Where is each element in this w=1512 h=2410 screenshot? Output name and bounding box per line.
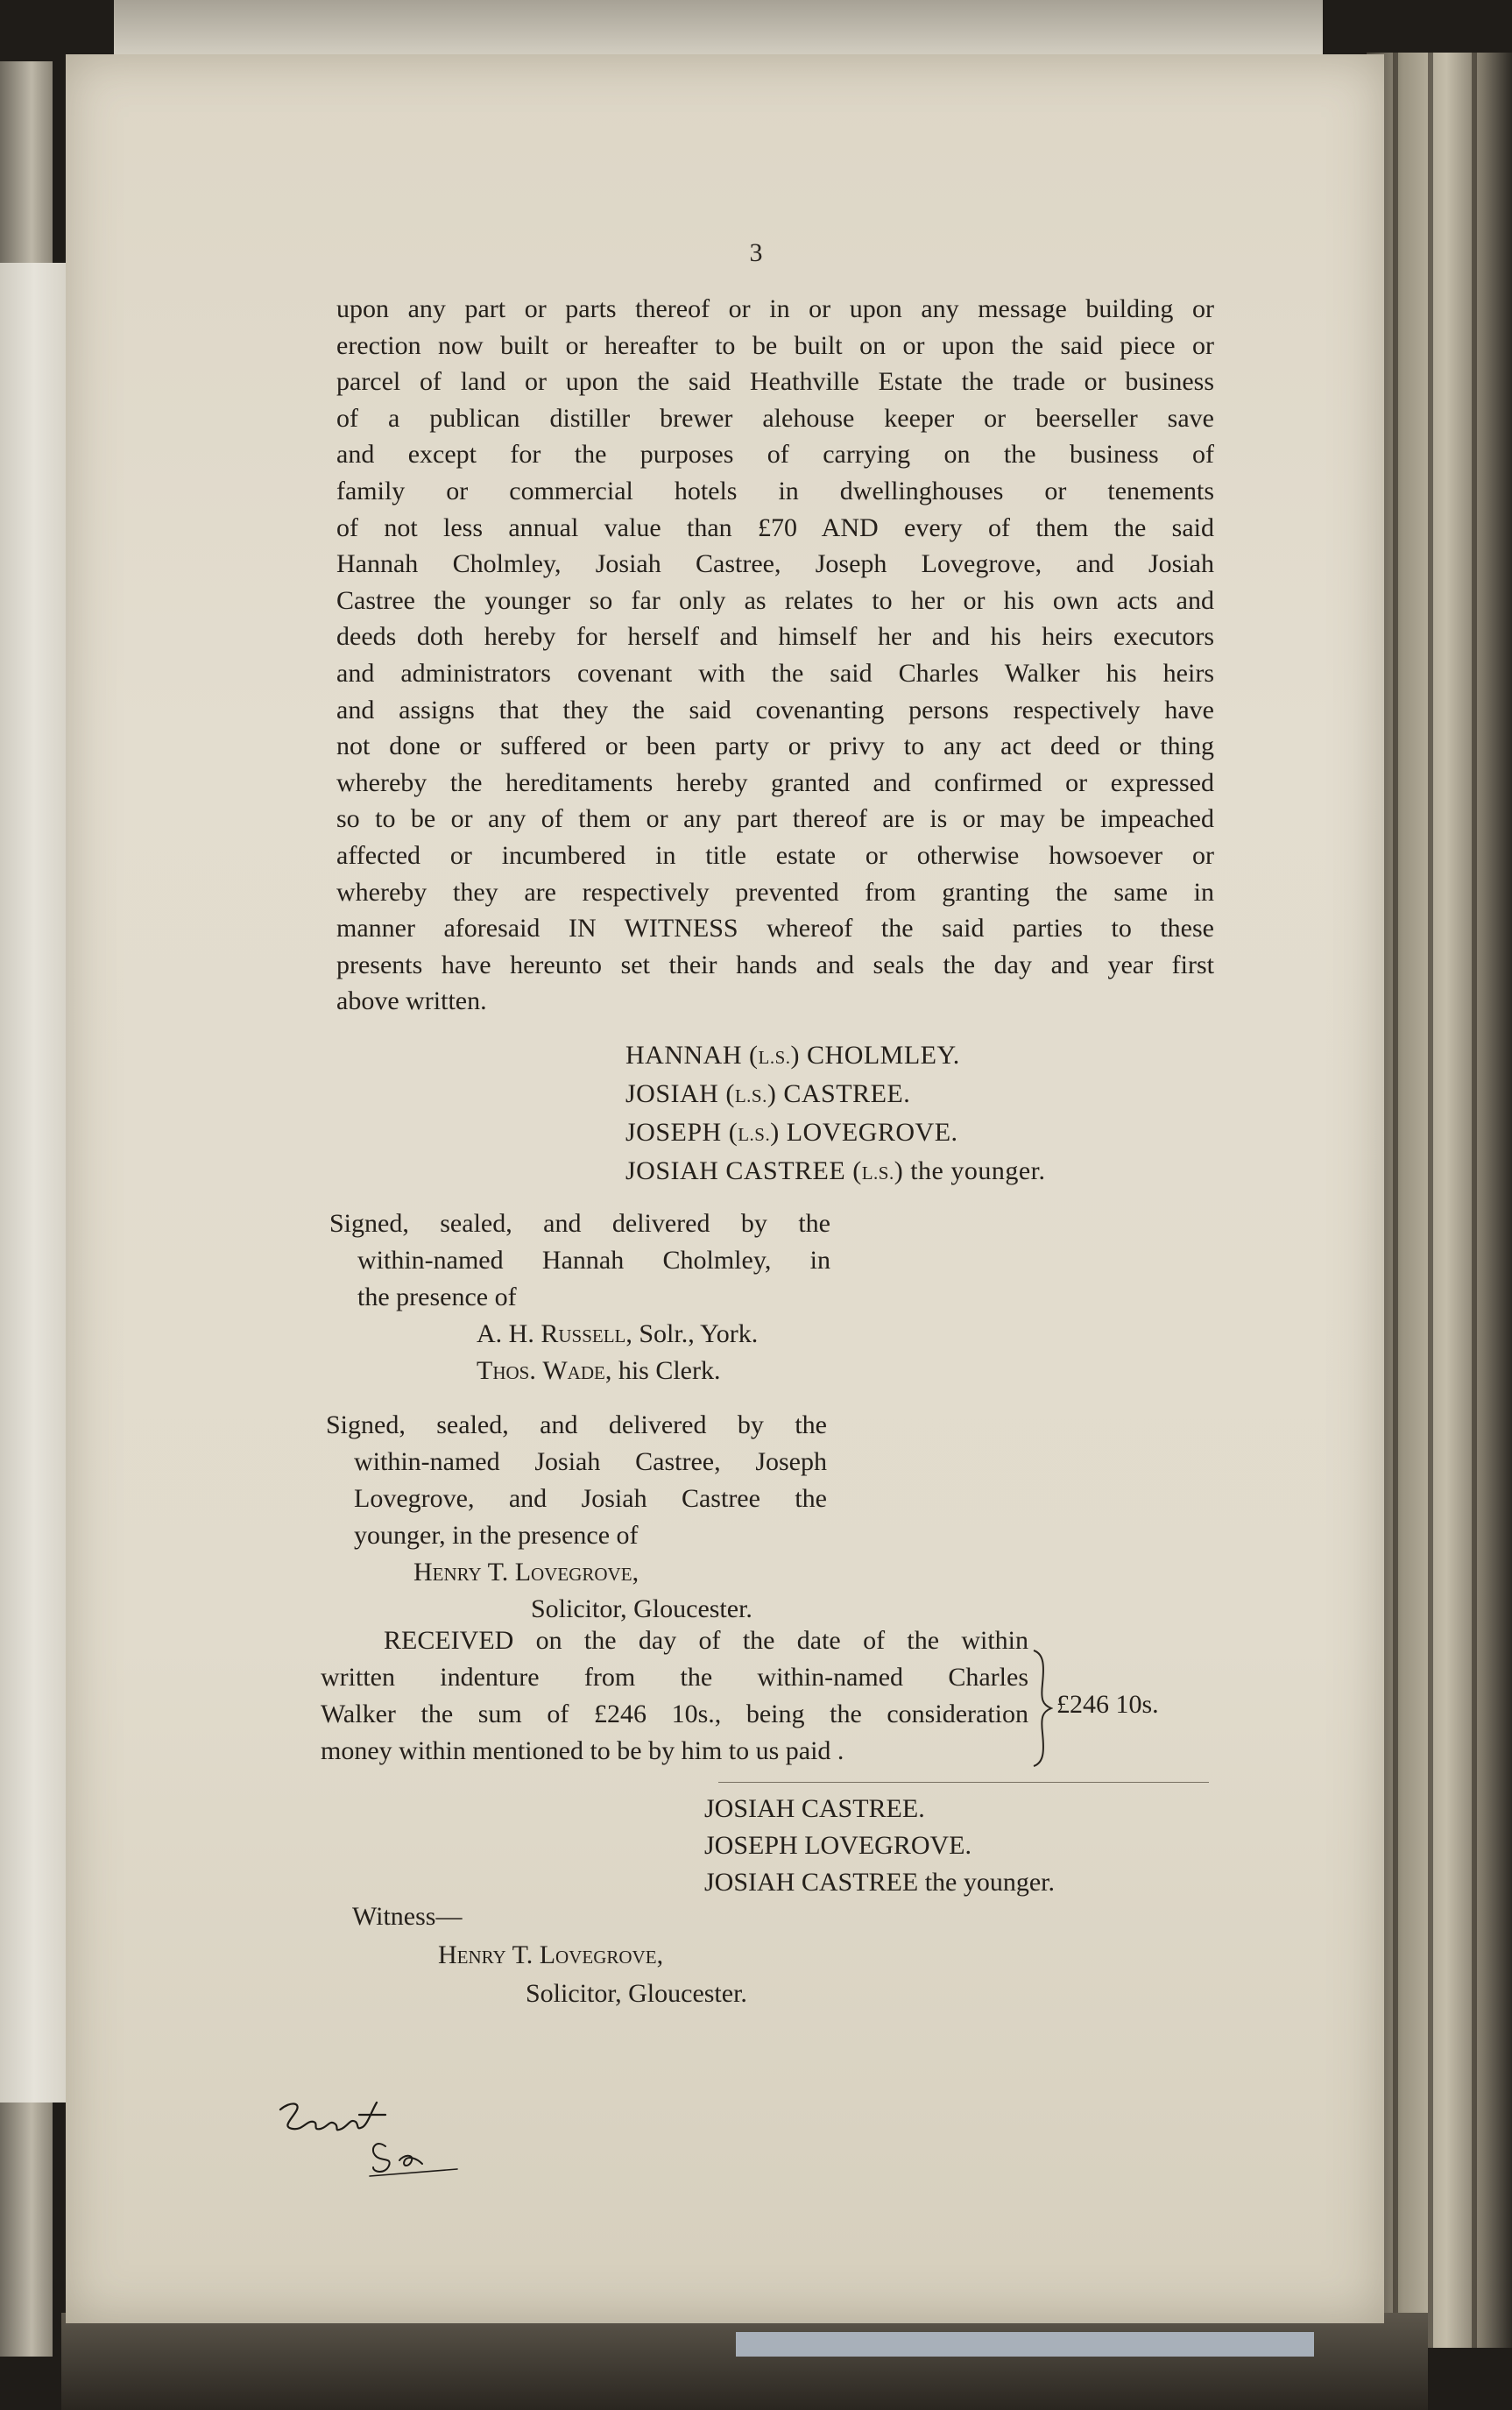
attestation-cholmley: Signed, sealed, and delivered by the within-named Hannah Cholmley, in the presence of A. H. Russell, Solr., York. Thos. Wade, his Clerk. bbox=[329, 1205, 830, 1389]
witness-russell: A. H. Russell, Solr., York. bbox=[477, 1319, 759, 1348]
body-line: upon any part or parts thereof or in or upon any message building or bbox=[336, 294, 1214, 323]
receipt-signatory: JOSIAH CASTREE the younger. bbox=[704, 1868, 1055, 1897]
blue-paper-slip bbox=[736, 2332, 1314, 2357]
body-line: and except for the purposes of carrying on the business of bbox=[336, 440, 1214, 470]
body-line: Hannah Cholmley, Josiah Castree, Joseph Lovegrove, and Josiah bbox=[336, 549, 1214, 579]
witness-role: Solicitor, Gloucester. bbox=[526, 1979, 747, 2008]
signatory-row: JOSEPH (L.S.) LOVEGROVE. bbox=[625, 1118, 958, 1147]
body-line: presents have hereunto set their hands and seals the day and year first bbox=[336, 950, 1214, 979]
binding-tab bbox=[0, 263, 70, 2103]
divider-line bbox=[718, 1782, 1209, 1783]
body-line: whereby the hereditaments hereby granted and confirmed or expressed bbox=[336, 767, 1214, 797]
receipt-witness bbox=[352, 1898, 747, 2013]
deed-body bbox=[336, 291, 1214, 1020]
body-line: erection now built or hereafter to be built on or upon the said piece or bbox=[336, 330, 1214, 360]
body-line: Castree the younger so far only as relates to her or his own acts and bbox=[336, 585, 1214, 615]
body-line: family or commercial hotels in dwellinghouses or tenements bbox=[336, 476, 1214, 505]
body-line: whereby they are respectively prevented from granting the same in bbox=[336, 877, 1214, 907]
witness-wade: Thos. Wade, his Clerk. bbox=[477, 1356, 721, 1385]
receipt-clause: RECEIVED on the day of the date of the within written indenture from the within-named Charles Walker the sum of £246 10s., being the consideration money within mentioned to be by him to us paid . bbox=[321, 1626, 1028, 1765]
signatory-row: JOSIAH (L.S.) CASTREE. bbox=[625, 1079, 911, 1108]
body-line: and assigns that they the said covenanting persons respectively have bbox=[336, 695, 1214, 724]
body-line: above written. bbox=[336, 986, 487, 1016]
page-number: 3 bbox=[749, 238, 763, 267]
body-line: not done or suffered or been party or privy to any act deed or thing bbox=[336, 731, 1214, 761]
body-line: and administrators covenant with the said Charles Walker his heirs bbox=[336, 658, 1214, 688]
receipt-signatories bbox=[704, 1791, 1055, 1901]
receipt-signatory: JOSEPH LOVEGROVE. bbox=[704, 1831, 972, 1860]
body-line: deeds doth hereby for herself and himself her and his heirs executors bbox=[336, 622, 1214, 652]
body-line: affected or incumbered in title estate or otherwise howsoever or bbox=[336, 840, 1214, 870]
attestation-castree-lovegrove: Signed, sealed, and delivered by the within-named Josiah Castree, Joseph Lovegrove, and Josiah Castree the younger, in the presence of Henry T. Lovegrove, Solicitor, Gloucester. bbox=[326, 1410, 827, 1623]
receipt-amount: £246 10s. bbox=[1056, 1690, 1159, 1719]
body-line: manner aforesaid IN WITNESS whereof the said parties to these bbox=[336, 914, 1214, 944]
body-line: of a publican distiller brewer alehouse keeper or beerseller save bbox=[336, 403, 1214, 433]
page-behind-bottom bbox=[61, 2313, 1428, 2410]
curly-brace bbox=[1032, 1649, 1053, 1768]
signatory-row: HANNAH (L.S.) CHOLMLEY. bbox=[625, 1041, 960, 1070]
body-line: so to be or any of them or any part thereof are is or may be impeached bbox=[336, 804, 1214, 834]
page-stack-right bbox=[1367, 53, 1512, 2348]
handwritten-examined-signature bbox=[272, 2085, 473, 2181]
page-behind-top bbox=[114, 0, 1323, 61]
body-line: parcel of land or upon the said Heathville Estate the trade or business bbox=[336, 367, 1214, 397]
signatory-row: JOSIAH CASTREE (L.S.) the younger. bbox=[625, 1156, 1046, 1185]
signatory-block bbox=[625, 1037, 1046, 1191]
receipt-signatory: JOSIAH CASTREE. bbox=[704, 1794, 925, 1823]
body-line: of not less annual value than £70 AND every of them the said bbox=[336, 512, 1214, 542]
witness-name: Henry T. Lovegrove, bbox=[438, 1940, 664, 1969]
witness-lovegrove: Henry T. Lovegrove, bbox=[413, 1558, 639, 1587]
witness-label: Witness— bbox=[352, 1902, 463, 1931]
